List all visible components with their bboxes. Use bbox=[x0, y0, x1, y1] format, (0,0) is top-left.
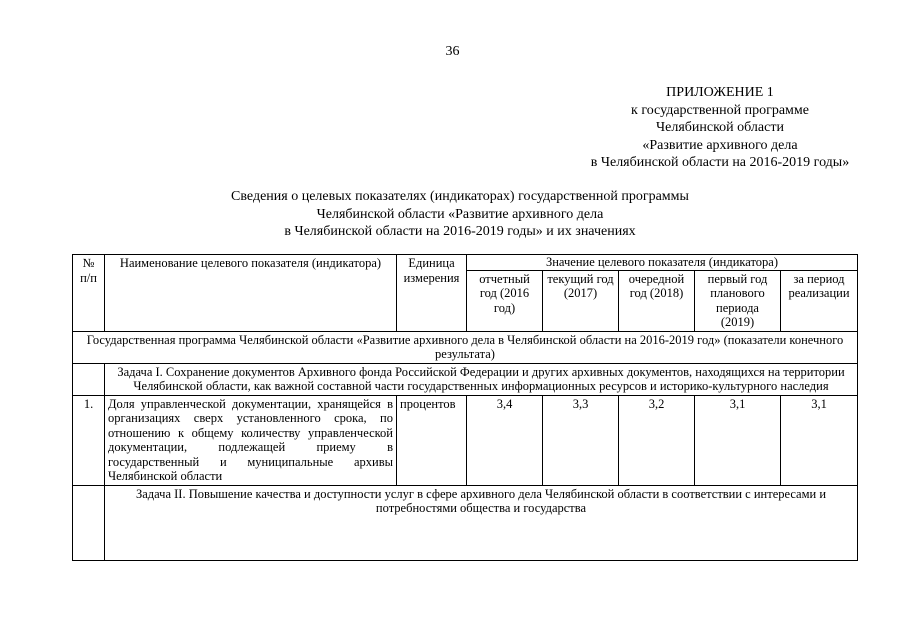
header-reporting-year: отчетный год (2016 год) bbox=[467, 270, 543, 331]
appendix-line: в Челябинской области на 2016-2019 годы» bbox=[590, 155, 850, 170]
task-row bbox=[73, 363, 858, 395]
header-current-year: текущий год (2017) bbox=[543, 270, 619, 331]
header-value-group: Значение целевого показателя (индикатора) bbox=[467, 255, 858, 271]
task-2-text: Задача II. Повышение качества и доступности услуг в сфере архивного дела Челябинской области в соответствии с интересами и потребностями общества и государства bbox=[105, 485, 858, 560]
header-first-planning-year: первый год планового периода (2019) bbox=[695, 270, 781, 331]
title-line: Сведения о целевых показателях (индикаторах) государственной программы bbox=[231, 189, 689, 204]
row-num: 1. bbox=[73, 395, 105, 485]
appendix-line: Челябинской области bbox=[656, 120, 784, 135]
task-row-num bbox=[73, 363, 105, 395]
page-number: 36 bbox=[445, 44, 460, 59]
header-next-year: очередной год (2018) bbox=[619, 270, 695, 331]
indicator-row bbox=[73, 395, 858, 485]
row-unit: процентов bbox=[397, 395, 467, 485]
header-name: Наименование целевого показателя (индикатора) bbox=[105, 255, 397, 332]
task-row bbox=[73, 485, 858, 560]
row-value-total: 3,1 bbox=[781, 395, 858, 485]
row-indicator-name: Доля управленческой документации, хранящейся в организациях сверх установленного срока, по отношению к общему количеству управленческой документации, подлежащей приему в государственный и муниципальные архивы Челябинской области bbox=[105, 395, 397, 485]
document-title bbox=[200, 188, 720, 241]
appendix-line: к государственной программе bbox=[631, 102, 809, 118]
program-row-text: Государственная программа Челябинской области «Развитие архивного дела в Челябинской области на 2016-2019 год» (показатели конечного результата) bbox=[73, 331, 858, 363]
appendix-line: «Развитие архивного дела bbox=[642, 137, 798, 153]
appendix-heading bbox=[565, 84, 875, 172]
header-row bbox=[73, 255, 858, 271]
row-value-2019: 3,1 bbox=[695, 395, 781, 485]
indicators-table bbox=[72, 254, 858, 561]
title-line: в Челябинской области на 2016-2019 годы» и их значениях bbox=[284, 224, 636, 239]
header-num: № п/п bbox=[73, 255, 105, 332]
title-line: Челябинской области «Развитие архивного дела bbox=[316, 206, 604, 222]
appendix-line: ПРИЛОЖЕНИЕ 1 bbox=[666, 85, 774, 100]
header-unit: Единица измерения bbox=[397, 255, 467, 332]
row-value-2018: 3,2 bbox=[619, 395, 695, 485]
row-value-2016: 3,4 bbox=[467, 395, 543, 485]
header-total-period: за период реализации bbox=[781, 270, 858, 331]
program-row bbox=[73, 331, 858, 363]
task-row-num bbox=[73, 485, 105, 560]
task-1-text: Задача I. Сохранение документов Архивного фонда Российской Федерации и других архивных документов, находящихся на территории Челябинской области, как важной составной части государственных информационных ресурсов и историко-культурного наследия bbox=[105, 363, 858, 395]
row-value-2017: 3,3 bbox=[543, 395, 619, 485]
